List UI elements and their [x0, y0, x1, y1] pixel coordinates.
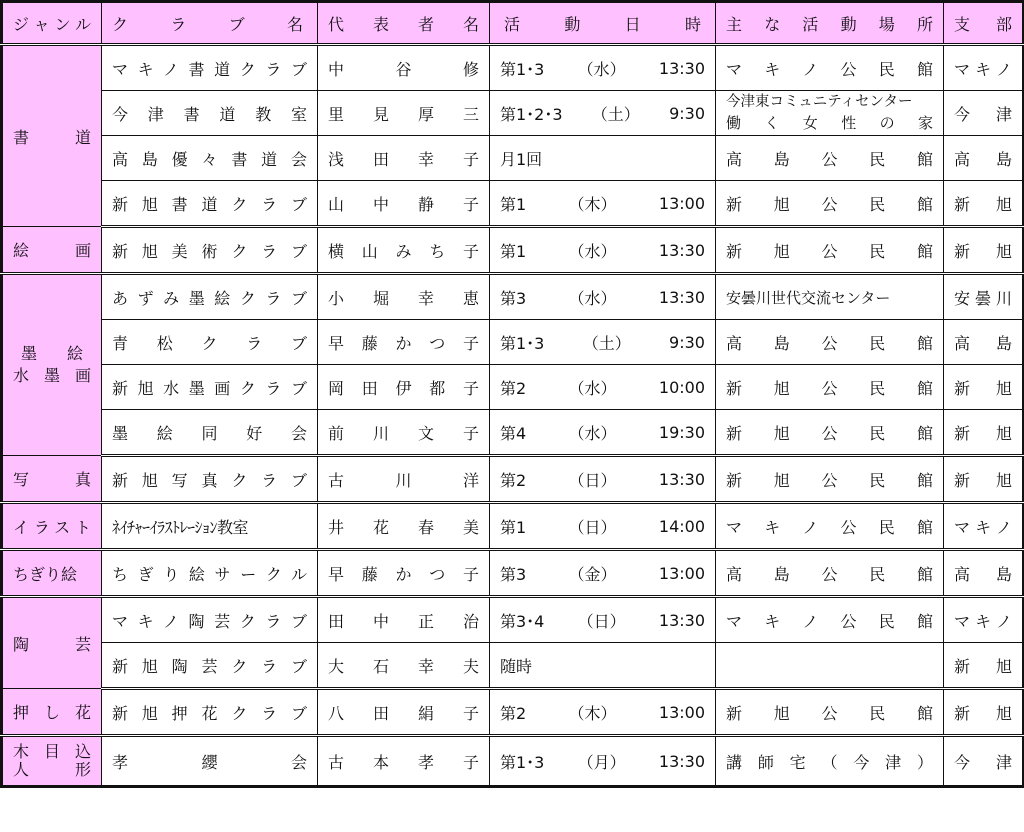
- schedule-week: 第1･3: [500, 752, 545, 772]
- schedule-time: 13:00: [658, 193, 705, 213]
- schedule-day: （木）: [568, 703, 617, 723]
- schedule-day: （水）: [577, 59, 626, 79]
- schedule-time: 9:30: [669, 332, 705, 352]
- genre-cell: 陶芸: [2, 597, 102, 689]
- branch: マキノ: [944, 503, 1024, 550]
- place: マキノ公民館: [716, 597, 944, 643]
- club-name: 墨絵同好会: [102, 410, 318, 456]
- club-name: 新旭押花クラブ: [102, 689, 318, 736]
- table-row: [2, 45, 1024, 91]
- genre-cell: [2, 274, 102, 456]
- place: 高島公民館: [716, 320, 944, 365]
- schedule-week: 随時: [500, 656, 533, 676]
- rep-name: 古川洋: [318, 456, 490, 503]
- branch: 新旭: [944, 227, 1024, 274]
- rep-name: 山中静子: [318, 181, 490, 227]
- genre-line-1: 墨絵: [21, 344, 83, 363]
- rep-name: 前川文子: [318, 410, 490, 456]
- schedule-cell: [490, 410, 716, 456]
- schedule-day: （水）: [568, 241, 617, 261]
- schedule-week: 第3: [500, 564, 527, 584]
- place: [716, 643, 944, 689]
- branch: マキノ: [944, 45, 1024, 91]
- schedule-day: （金）: [568, 564, 617, 584]
- rep-name: 大石幸夫: [318, 643, 490, 689]
- schedule-cell: [490, 45, 716, 91]
- place: 安曇川世代交流センター: [716, 274, 944, 320]
- schedule-day: （水）: [568, 423, 617, 443]
- table-row: [2, 181, 1024, 227]
- rep-name: 古本孝子: [318, 736, 490, 787]
- rep-name: 小堀幸恵: [318, 274, 490, 320]
- schedule-week: 第1･3: [500, 333, 545, 353]
- branch: 新旭: [944, 689, 1024, 736]
- schedule-cell: [490, 227, 716, 274]
- table-row: [2, 320, 1024, 365]
- place: 新旭公民館: [716, 365, 944, 410]
- schedule-week: 第3･4: [500, 611, 545, 631]
- rep-name: 早藤かつ子: [318, 320, 490, 365]
- schedule-week: 第1･3: [500, 59, 545, 79]
- schedule-week: 第3: [500, 288, 527, 308]
- rep-name: 岡田伊都子: [318, 365, 490, 410]
- header-schedule: 活動日時: [490, 2, 716, 45]
- branch: 高島: [944, 136, 1024, 181]
- place: マキノ公民館: [716, 503, 944, 550]
- header-row: [2, 2, 1024, 45]
- schedule-cell: [490, 181, 716, 227]
- club-name: 新旭水墨画クラブ: [102, 365, 318, 410]
- schedule-time: 13:30: [658, 240, 705, 260]
- schedule-day: （土）: [591, 104, 640, 124]
- club-name: マキノ書道クラブ: [102, 45, 318, 91]
- place: 講師宅（今津）: [716, 736, 944, 787]
- schedule-week: 第4: [500, 423, 527, 443]
- schedule-cell: [490, 503, 716, 550]
- table-row: [2, 410, 1024, 456]
- schedule-day: （月）: [577, 752, 626, 772]
- table-row: [2, 91, 1024, 136]
- header-genre: ジャンル: [2, 2, 102, 45]
- schedule-week: 第2: [500, 378, 527, 398]
- branch: 新旭: [944, 410, 1024, 456]
- schedule-time: 10:00: [658, 377, 705, 397]
- schedule-time: 13:30: [658, 58, 705, 78]
- place: 新旭公民館: [716, 689, 944, 736]
- club-name: 新旭写真クラブ: [102, 456, 318, 503]
- place: 新旭公民館: [716, 410, 944, 456]
- genre-cell: ちぎり絵: [2, 550, 102, 597]
- schedule-cell: [490, 136, 716, 181]
- schedule-day: （日）: [568, 517, 617, 537]
- header-club: クラブ名: [102, 2, 318, 45]
- branch: マキノ: [944, 597, 1024, 643]
- schedule-week: 第1: [500, 517, 527, 537]
- rep-name: 田中正治: [318, 597, 490, 643]
- genre-line-2: 人形: [13, 760, 91, 779]
- header-rep: 代表者名: [318, 2, 490, 45]
- table-row: [2, 227, 1024, 274]
- place-line-2: 働く女性の家: [726, 114, 933, 132]
- rep-name: 八田絹子: [318, 689, 490, 736]
- schedule-cell: [490, 274, 716, 320]
- genre-cell: 書道: [2, 45, 102, 227]
- schedule-time: 9:30: [669, 103, 705, 123]
- rep-name: 里見厚三: [318, 91, 490, 136]
- genre-cell: 写真: [2, 456, 102, 503]
- schedule-day: （土）: [582, 333, 631, 353]
- schedule-day: （木）: [568, 194, 617, 214]
- schedule-time: 13:30: [658, 751, 705, 771]
- genre-cell: イラスト: [2, 503, 102, 550]
- place: 新旭公民館: [716, 456, 944, 503]
- schedule-week: 第1: [500, 194, 527, 214]
- schedule-time: 13:30: [658, 610, 705, 630]
- schedule-time: 13:00: [658, 563, 705, 583]
- club-name: 新旭書道クラブ: [102, 181, 318, 227]
- genre-cell: 絵画: [2, 227, 102, 274]
- place: 高島公民館: [716, 136, 944, 181]
- place: マキノ公民館: [716, 45, 944, 91]
- schedule-cell: [490, 365, 716, 410]
- branch: 新旭: [944, 365, 1024, 410]
- club-name: 今津書道教室: [102, 91, 318, 136]
- branch: 今津: [944, 91, 1024, 136]
- table-row: [2, 736, 1024, 787]
- genre-line-2: 水墨画: [13, 366, 91, 385]
- branch: 新旭: [944, 181, 1024, 227]
- club-name: 新旭陶芸クラブ: [102, 643, 318, 689]
- table-row: [2, 643, 1024, 689]
- branch: 今津: [944, 736, 1024, 787]
- rep-name: 浅田幸子: [318, 136, 490, 181]
- schedule-day: （日）: [568, 470, 617, 490]
- schedule-week: 月1回: [500, 149, 543, 169]
- rep-name: 井花春美: [318, 503, 490, 550]
- club-name: 新旭美術クラブ: [102, 227, 318, 274]
- rep-name: 横山みち子: [318, 227, 490, 274]
- schedule-cell: [490, 597, 716, 643]
- club-name: あずみ墨絵クラブ: [102, 274, 318, 320]
- schedule-cell: [490, 550, 716, 597]
- genre-cell: [2, 736, 102, 787]
- table-row: [2, 456, 1024, 503]
- club-name: ﾈｲﾁｬｰｲﾗｽﾄﾚｰｼｮﾝ教室: [102, 503, 318, 550]
- header-place: 主な活動場所: [716, 2, 944, 45]
- genre-cell: 押し花: [2, 689, 102, 736]
- place: 新旭公民館: [716, 181, 944, 227]
- schedule-cell: [490, 736, 716, 787]
- table-row: [2, 274, 1024, 320]
- table-row: [2, 136, 1024, 181]
- place: 新旭公民館: [716, 227, 944, 274]
- schedule-cell: [490, 689, 716, 736]
- schedule-cell: [490, 456, 716, 503]
- schedule-day: （水）: [568, 288, 617, 308]
- schedule-cell: [490, 320, 716, 365]
- rep-name: 中谷修: [318, 45, 490, 91]
- club-name: 孝纓会: [102, 736, 318, 787]
- branch: 安曇川: [944, 274, 1024, 320]
- schedule-day: （日）: [577, 611, 626, 631]
- table-row: [2, 597, 1024, 643]
- table-row: [2, 503, 1024, 550]
- schedule-week: 第1: [500, 241, 527, 261]
- branch: 新旭: [944, 643, 1024, 689]
- schedule-cell: [490, 91, 716, 136]
- schedule-week: 第2: [500, 703, 527, 723]
- schedule-time: 13:30: [658, 469, 705, 489]
- schedule-week: 第1･2･3: [500, 104, 563, 124]
- club-name: 青松クラブ: [102, 320, 318, 365]
- table-row: [2, 689, 1024, 736]
- table-row: [2, 365, 1024, 410]
- branch: 高島: [944, 550, 1024, 597]
- branch: 新旭: [944, 456, 1024, 503]
- place-line-1: 今津東コミュニティセンター: [726, 94, 913, 110]
- table-row: [2, 550, 1024, 597]
- header-branch: 支部: [944, 2, 1024, 45]
- genre-line-1: 木目込: [13, 742, 91, 761]
- place: 高島公民館: [716, 550, 944, 597]
- schedule-day: （水）: [568, 378, 617, 398]
- branch: 高島: [944, 320, 1024, 365]
- schedule-time: 19:30: [658, 422, 705, 442]
- club-name: ちぎり絵サークル: [102, 550, 318, 597]
- schedule-time: 13:30: [658, 287, 705, 307]
- place: [716, 91, 944, 136]
- schedule-week: 第2: [500, 470, 527, 490]
- club-name: マキノ陶芸クラブ: [102, 597, 318, 643]
- schedule-time: 13:00: [658, 702, 705, 722]
- club-name: 高島優々書道会: [102, 136, 318, 181]
- schedule-cell: [490, 643, 716, 689]
- schedule-time: 14:00: [658, 516, 705, 536]
- rep-name: 早藤かつ子: [318, 550, 490, 597]
